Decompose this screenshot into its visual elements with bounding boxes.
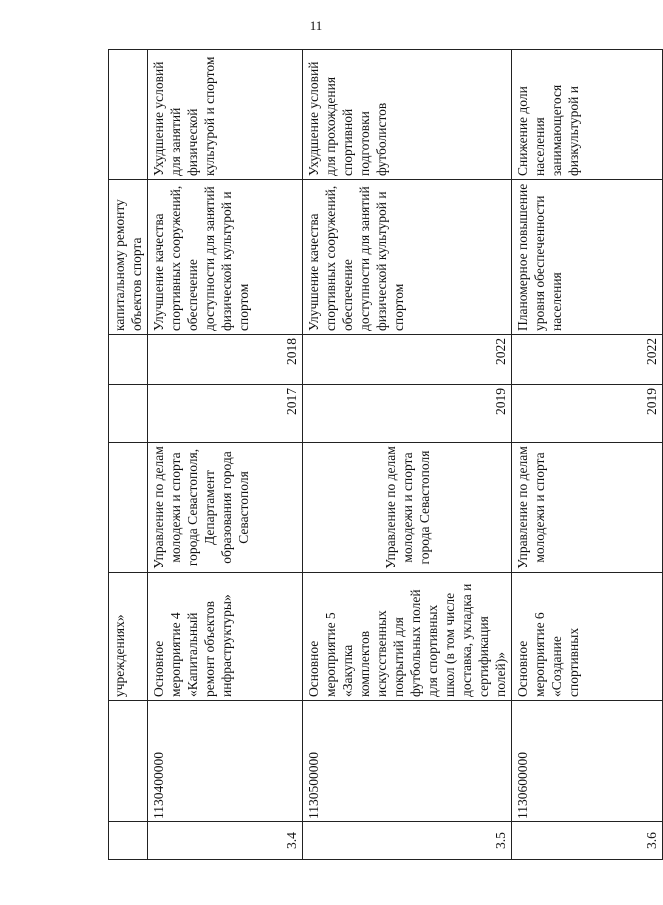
cell-consequence [109,50,148,180]
cell-end [109,335,148,385]
cell-start: 2019 [512,385,663,443]
cell-end: 2018 [148,335,303,385]
cell-result: Улучшение качества спортивных сооружений, обеспечение доступности для занятий физической культурой и спортом [303,180,512,335]
cell-start: 2017 [148,385,303,443]
cell-result: капитальному ремонту объектов спорта [109,180,148,335]
cell-consequence: Снижение доли населения занимающегося физкультурой и [512,50,663,180]
cell-result: Улучшение качества спортивных сооружений, обеспечение доступности для занятий физической культурой и спортом [148,180,303,335]
rotated-table-container [108,50,659,860]
program-table [108,49,663,860]
cell-num: 3.5 [303,822,512,860]
cell-name: Основное мероприятие 6 «Создание спортивных [512,573,663,701]
cell-num [109,822,148,860]
table-row [512,50,663,860]
cell-consequence: Ухудшение условий для прохождения спортивной подготовки футболистов [303,50,512,180]
cell-name: Основное мероприятие 5 «Закупка комплектов искусственных покрытий для футбольных полей для спортивных школ (в том числе доставка, укладка и сертификация полей)» [303,573,512,701]
cell-start [109,385,148,443]
cell-name: учреждениях» [109,573,148,701]
cell-code: 1130600000 [512,701,663,822]
table-row [303,50,512,860]
cell-start: 2019 [303,385,512,443]
cell-name: Основное мероприятие 4 «Капитальный ремонт объектов инфраструктуры» [148,573,303,701]
cell-executor: Управление по делам молодежи и спорта [512,443,663,573]
table-row [148,50,303,860]
cell-result: Планомерное повышение уровня обеспеченности населения [512,180,663,335]
cell-end: 2022 [303,335,512,385]
cell-code: 1130400000 [148,701,303,822]
cell-code: 1130500000 [303,701,512,822]
cell-executor [109,443,148,573]
page-number: 11 [309,18,323,33]
cell-num: 3.4 [148,822,303,860]
cell-executor: Управление по делам молодежи и спорта города Севастополя, Департамент образования города Севастополя [148,443,303,573]
table-row [109,50,148,860]
cell-code [109,701,148,822]
cell-executor: Управление по делам молодежи и спорта города Севастополя [303,443,512,573]
cell-end: 2022 [512,335,663,385]
cell-consequence: Ухудшение условий для занятий физической культурой и спортом [148,50,303,180]
cell-num: 3.6 [512,822,663,860]
